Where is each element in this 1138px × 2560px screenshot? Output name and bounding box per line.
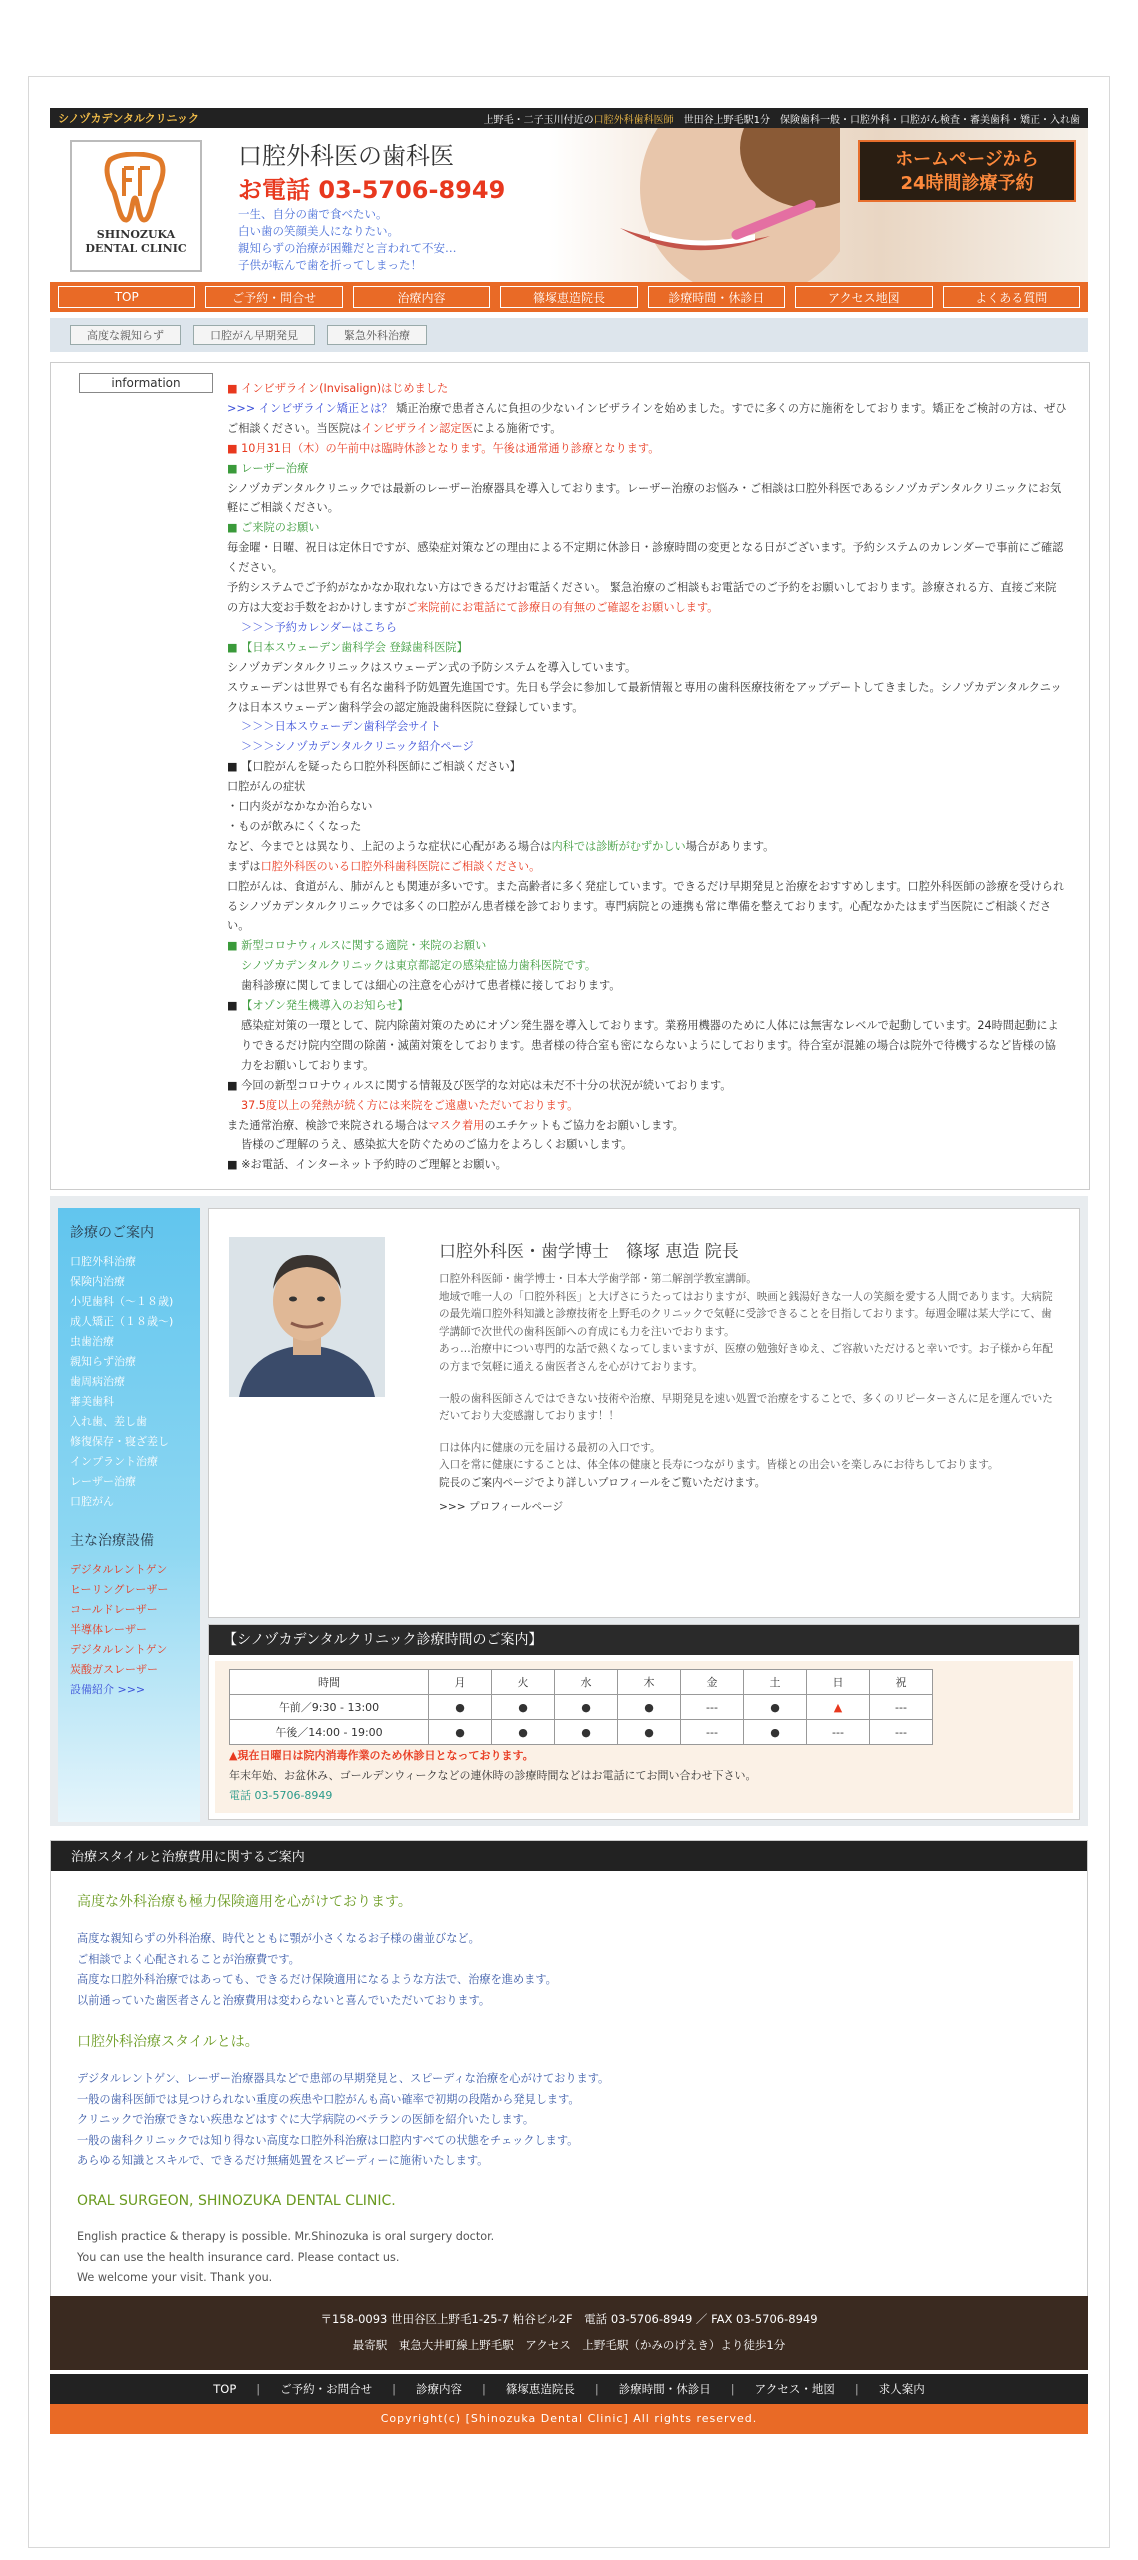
footer-link-director[interactable]: 篠塚恵造院長 [505,2382,575,2396]
clinic-intro-link[interactable]: ＞＞＞シノヅカデンタルクリニック紹介ページ [241,740,474,754]
nav-top[interactable]: TOP [58,286,195,308]
clinic-logo[interactable] [70,140,202,272]
hours-section [208,1624,1080,1820]
subnav-emergency[interactable]: 緊急外科治療 [327,325,427,345]
nav-reservation[interactable]: ご予約・問合せ [205,286,342,308]
style-text-1: 高度な親知らずの外科治療、時代とともに顎が小さくなるお子様の歯並びなど。 ご相談でよく心配されることが治療費です。 高度な口腔外科治療ではあっても、できるだけ保険適用になるような方法で、治療を進めます。 以前通っていた歯医者さんと治療費用は変わらないと喜んでいただいております。 [77,1932,557,2007]
logo-text-2: DENTAL CLINIC [85,242,187,255]
footer-link-top[interactable]: TOP [213,2382,237,2396]
hours-heading: 【シノヅカデンタルクリニック診療時間のご案内】 [209,1625,1079,1655]
tooth-icon [100,152,170,224]
footer-link-reservation[interactable]: ご予約・お問合せ [280,2382,373,2396]
header-title: 口腔外科医の歯科医 [238,142,454,170]
nav-director[interactable]: 篠塚恵造院長 [500,286,637,308]
sidebar-item[interactable]: 虫歯治療 [70,1335,114,1348]
style-subheading-3: ORAL SURGEON, SHINOZUKA DENTAL CLINIC. [77,2193,396,2209]
online-reservation-button[interactable]: ホームページから 24時間診療予約 [858,140,1076,202]
sidebar-equipment-item[interactable]: 炭酸ガスレーザー [70,1663,158,1676]
style-text-3: English practice & therapy is possible. Mr.Shinozuka is oral surgery doctor. You can use the health insurance card. Please contact us. We welcome your visit. Thank you. [77,2230,495,2284]
address-line: 〒158-0093 世田谷区上野毛1-25-7 粕谷ビル2F 電話 03-5706-8949 ／ FAX 03-5706-8949 [320,2312,818,2326]
sidebar-item[interactable]: 口腔外科治療 [70,1255,136,1268]
sidebar-equipment-item[interactable]: デジタルレントゲン [70,1643,168,1656]
sidebar-item[interactable]: 親知らず治療 [70,1355,136,1368]
sidebar-item[interactable]: インプラント治療 [70,1455,158,1468]
header-copy: 一生、自分の歯で食べたい。 白い歯の笑顔美人になりたい。 親知らずの治療が困難だと言われて不安… 子供が転んで歯を折ってしまった！ [238,207,457,272]
top-tagline: 上野毛・二子玉川付近の口腔外科歯科医師 世田谷上野毛駅1分 保険歯科一般・口腔外科・口腔がん検査・審美歯科・矯正・入れ歯 [483,114,1080,126]
information-box [50,362,1090,1190]
sidebar-item[interactable]: 口腔がん [70,1495,114,1508]
header [50,128,1088,282]
copyright: Copyright(c) [Shinozuka Dental Clinic] All rights reserved. [50,2404,1088,2434]
table-row: 午前／9:30 - 13:00 ● ● ● ● --- ● ▲ --- [230,1695,933,1720]
main-section [50,1196,1088,1826]
director-title: 口腔外科医・歯学博士 篠塚 恵造 院長 [439,1242,739,1262]
address-block [50,2296,1088,2370]
sidebar-equipment [58,1560,200,1680]
sidebar-equipment-item[interactable]: デジタルレントゲン [70,1563,168,1576]
sidebar-equipment-item[interactable]: コールドレーザー [70,1603,158,1616]
sidebar-item[interactable]: 入れ歯、差し歯 [70,1415,147,1428]
director-photo [229,1237,385,1397]
hours-note-sunday: ▲現在日曜日は院内消毒作業のため休診日となっております。 [229,1749,534,1762]
director-profile [208,1208,1080,1618]
logo-text-1: SHINOZUKA [96,228,176,241]
subnav-wisdom-teeth[interactable]: 高度な親知らず [70,325,181,345]
information-tab: information [79,373,213,393]
swedish-society-link[interactable]: ＞＞＞日本スウェーデン歯科学会サイト [241,720,441,734]
clinic-name[interactable]: シノヅカデンタルクリニック [58,112,200,125]
access-line: 最寄駅 東急大井町線上野毛駅 アクセス 上野毛駅（かみのげえき）より徒歩1分 [352,2338,786,2352]
hours-phone[interactable]: 電話 03-5706-8949 [229,1789,333,1802]
table-row: 午後／14:00 - 19:00 ● ● ● ● --- ● --- --- [230,1720,933,1745]
profile-link[interactable]: >>> プロフィールページ [439,1500,564,1513]
sidebar-heading-services: 診療のご案内 [70,1225,154,1241]
style-heading: 治療スタイルと治療費用に関するご案内 [51,1841,1087,1871]
style-subheading-1: 高度な外科治療も極力保険適用を心がけております。 [77,1894,412,1910]
footer-link-treatment[interactable]: 診療内容 [416,2382,463,2396]
nav-hours[interactable]: 診療時間・休診日 [648,286,785,308]
information-text: ■ インビザライン(Invisalign)はじめました >>> インビザライン矯正とは？ 矯正治療で患者さんに負担の少ないインビザラインを始めました。すでに多くの方に施術をしております。矯正をご検討の方は、ぜひご相談ください。当医院はインビザライン認定医による施術です。 ■ 10月31日（木）の午前中は臨時休診となります。午後は通常通り診療となります。 ■ レーザー治療 シノヅカデンタルクリニックでは最新のレーザー治療器具を導入しております。レーザー治療のお悩み・ご相談は口腔外科医であるシノヅカデンタルクリニックにお気軽にご相談ください。 ■ ご来院のお願い 毎金曜・日曜、祝日は定休日ですが、感染症対策などの理由による不定期に休診日・診療時間の変更となる日がございます。予約システムのカレンダーで事前にご確認ください。 予約システムでご予約がなかなか取れない方はできるだけお電話ください。 緊急治療のご相談もお電話でのご予約をお願いしております。診療される方、直接ご来院の方は大変お手数をおかけしますがご来院前にお電話にて診療日の有無のご確認をお願いします。 ＞＞＞予約カレンダーはこちら ■ 【日本スウェーデン歯科学会 登録歯科医院】 シノヅカデンタルクリニックはスウェーデン式の予防システムを導入しています。 スウェーデンは世界でも有名な歯科予防処置先進国です。先日も学会に参加して最新情報と専用の歯科医療技術をアップデートしてきました。シノヅカデンタルクニックは日本スウェーデン歯科学会の認定施設歯科医院に登録しています。 ＞＞＞日本スウェーデン歯科学会サイト ＞＞＞シノヅカデンタルクリニック紹介ページ ■ 【口腔がんを疑ったら口腔外科医師にご相談ください】 口腔がんの症状 ・口内炎がなかなか治らない ・ものが飲みにくくなった など、今までとは異なり、上記のような症状に心配がある場合は内科では診断がむずかしい場合があります。 まずは口腔外科医のいる口腔外科歯科医院にご相談ください。 口腔がんは、食道がん、肺がんとも関連が多いです。また高齢者に多く発症しています。できるだけ早期発見と治療をおすすめします。口腔外科医師の診療を受けられるシノヅカデンタルクリニックでは多くの口腔がん患者様を診ております。専門病院との連携も常に準備を整えております。心配なかたはまず当医院にご相談ください。 ■ 新型コロナウィルスに関する適院・来院のお願い シノヅカデンタルクリニックは東京都認定の感染症協力歯科医院です。 歯科診療に関してましては細心の注意を心がけて患者様に接しております。 ■ 【オゾン発生機導入のお知らせ】 感染症対策の一環として、院内除菌対策のためにオゾン発生器を導入しております。業務用機器のために人体には無害なレベルで起動しています。24時間起動によりできるだけ院内空間の除菌・滅菌対策をしております。患者様の待合室も密にならないようにしております。待合室が混雑の場合は院外で待機するなど皆様の協力をお願いしております。 ■ 今回の新型コロナウィルスに関する情報及び医学的な対応は未だ不十分の状況が続いております。 37.5度以上の発熱が続く方には来院をご遠慮いただいております。 また通常治療、検診で来院される場合はマスク着用のエチケットもご協力をお願いします。 皆様のご理解のうえ、感染拡大を防ぐためのご協力をよろしくお願いします。 ■ ※お電話、インターネット予約時のご理解とお願い。 [227,379,1067,1175]
footer-nav: TOP | ご予約・お問合せ | 診療内容 | 篠塚恵造院長 | 診療時間・休診日 | アクセス・地図 | 求人案内 [50,2374,1088,2404]
sidebar-heading-equipment: 主な治療設備 [70,1533,154,1549]
sidebar [58,1208,200,1822]
hours-note-holidays: 年末年始、お盆休み、ゴールデンウィークなどの連休時の診療時間などはお電話にてお問い合わせ下さい。 [229,1769,757,1782]
header-phone[interactable]: お電話 03-5706-8949 [238,176,506,204]
sidebar-equipment-item[interactable]: ヒーリングレーザー [70,1583,169,1596]
sidebar-item[interactable]: 審美歯科 [70,1395,114,1408]
top-bar [50,108,1088,128]
treatment-style-section [50,1840,1088,2342]
footer-link-recruit[interactable]: 求人案内 [878,2382,925,2396]
smile-photo [580,128,840,282]
footer-link-hours[interactable]: 診療時間・休診日 [618,2382,711,2396]
style-subheading-2: 口腔外科治療スタイルとは。 [77,2034,259,2050]
sidebar-services [58,1252,200,1512]
hours-table [229,1669,933,1745]
table-row: 時間 月 火 水 木 金 土 日 祝 [230,1670,933,1695]
nav-faq[interactable]: よくある質問 [943,286,1080,308]
director-bio: 口腔外科医師・歯学博士・日本大学歯学部・第二解剖学教室講師。 地域で唯一人の「口腔外科医」と大げさにうたってはおりますが、映画と銭湯好きな一人の笑顔を愛する人間であります。大病院の最先端口腔外科知識と診療技術を上野毛のクリニックで気軽に受診できることを目指しております。毎週金曜は某大学にて、歯学講師で次世代の歯科医師への育成にも力を注いでおります。 あっ…治療中につい専門的な話で熱くなってしまいますが、医療の勉強好きゆえ、ご容赦いただけると幸いです。お子様から年配の方まで気軽に通える歯医者さんを心がけております。 一般の歯科医師さんではできない技術や治療、早期発見を速い処置で治療をすることで、多くのリピーターさんに足を運んでいただいており大変感謝しております！！ 口は体内に健康の元を届ける最初の入口です。 入口を常に健康にすることは、体全体の健康と長寿につながります。皆様との出会いを楽しみにお待ちしております。 院長のご案内ページでより詳しいプロフィールをご覧いただけます。 >>> プロフィールページ [439,1271,1059,1516]
equipment-link[interactable]: 設備紹介 >>> [70,1683,146,1696]
hours-body [215,1661,1073,1813]
sidebar-item[interactable]: レーザー治療 [70,1475,136,1488]
sidebar-item[interactable]: 保険内治療 [70,1275,125,1288]
invisalign-link[interactable]: >>> インビザライン矯正とは？ [227,401,393,415]
sidebar-equipment-item[interactable]: 半導体レーザー [70,1623,147,1636]
sidebar-item[interactable]: 小児歯科（～１８歳) [70,1295,174,1308]
calendar-link[interactable]: ＞＞＞予約カレンダーはこちら [241,620,397,634]
sub-nav [50,318,1088,352]
main-nav [50,282,1088,312]
sidebar-item[interactable]: 歯周病治療 [70,1375,125,1388]
subnav-oral-cancer[interactable]: 口腔がん早期発見 [193,325,315,345]
sidebar-item[interactable]: 修復保存・寝ざ差し [70,1435,169,1448]
nav-access[interactable]: アクセス地図 [795,286,932,308]
sidebar-item[interactable]: 成人矯正（１８歳～) [70,1315,174,1328]
footer-link-access[interactable]: アクセス・地図 [754,2382,835,2396]
style-text-2: デジタルレントゲン、レーザー治療器具などで患部の早期発見と、スピーディな治療を心がけております。 一般の歯科医師では見つけられない重度の疾患や口腔がんも高い確率で初期の段階から発見します。 クリニックで治療できない疾患などはすぐに大学病院のベテランの医師を紹介いたします。 一般の歯科クリニックでは知り得ない高度な口腔外科治療は口腔内すべての状態をチェックします。 あらゆる知識とスキルで、できるだけ無痛処置をスピーディーに施術いたします。 [77,2072,610,2167]
nav-treatment[interactable]: 治療内容 [353,286,490,308]
